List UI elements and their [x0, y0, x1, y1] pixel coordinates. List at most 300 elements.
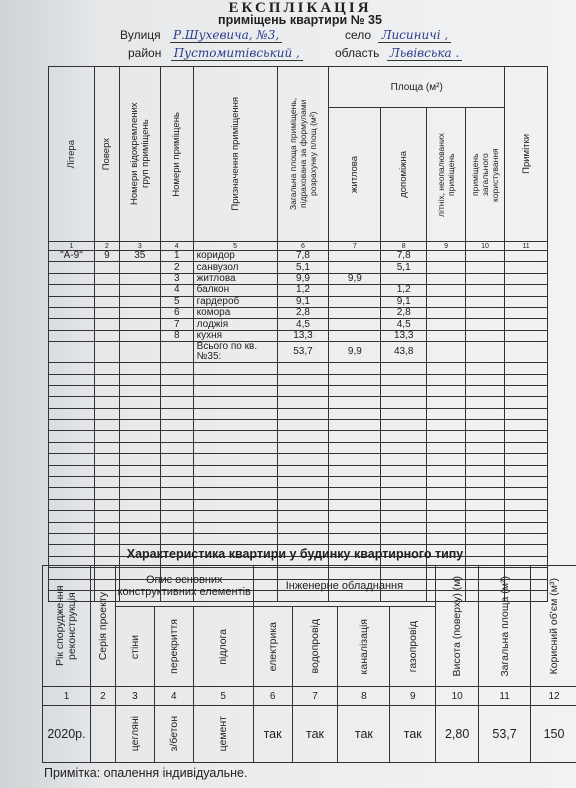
cell-empty	[427, 442, 466, 453]
cell-empty	[427, 262, 466, 273]
cell-group	[119, 285, 160, 296]
cell-empty	[466, 397, 505, 408]
cell-empty	[466, 522, 505, 533]
cell-empty	[466, 330, 505, 341]
header-volume: Корисний об'єм (м³)	[531, 566, 576, 687]
cell-empty	[49, 442, 95, 453]
rooms-table	[48, 66, 548, 602]
cell-group	[119, 296, 160, 307]
cell-group	[119, 319, 160, 330]
column-number: 12	[531, 687, 576, 706]
column-number: 6	[253, 687, 292, 706]
cell-empty	[505, 420, 548, 431]
column-number: 6	[277, 242, 329, 251]
cell-empty	[505, 273, 548, 284]
cell-empty	[505, 385, 548, 396]
cell-empty	[49, 499, 95, 510]
value-year: 2020р.	[43, 706, 91, 763]
cell-empty	[381, 465, 427, 476]
room-row	[49, 296, 548, 307]
column-number: 9	[390, 687, 436, 706]
cell-empty	[427, 385, 466, 396]
cell-empty	[505, 397, 548, 408]
cell-empty	[94, 420, 119, 431]
cell-purpose: комора	[193, 307, 277, 318]
cell-empty	[466, 385, 505, 396]
cell-empty	[329, 488, 381, 499]
cell-empty	[193, 363, 277, 374]
cell-empty	[466, 296, 505, 307]
cell-empty	[160, 397, 193, 408]
cell-empty	[427, 307, 466, 318]
cell-empty	[466, 262, 505, 273]
cell-empty	[427, 273, 466, 284]
cell-empty	[381, 408, 427, 419]
cell-purpose: кухня	[193, 330, 277, 341]
value-sewer: так	[338, 706, 390, 763]
header-purpose: Призначення приміщення	[193, 67, 277, 242]
cell-group	[119, 330, 160, 341]
column-number: 2	[94, 242, 119, 251]
cell-empty	[427, 488, 466, 499]
cell-no: 3	[160, 273, 193, 284]
room-row	[49, 251, 548, 262]
cell-no: 8	[160, 330, 193, 341]
cell-empty	[505, 307, 548, 318]
cell-empty	[49, 397, 95, 408]
cell-empty	[427, 363, 466, 374]
cell-empty	[160, 363, 193, 374]
cell-empty	[505, 454, 548, 465]
cell-empty	[505, 408, 548, 419]
room-row	[49, 262, 548, 273]
column-number: 9	[427, 242, 466, 251]
cell-empty	[160, 442, 193, 453]
cell-empty	[505, 374, 548, 385]
cell-empty	[277, 522, 329, 533]
header-group: Номери відокремлених груп приміщень	[119, 67, 160, 242]
cell-empty	[329, 397, 381, 408]
cell-purpose: житлова	[193, 273, 277, 284]
header-total-area: Загальна площа приміщень, підрахована за формулами розрахунку площ (м²)	[277, 67, 329, 242]
empty-row	[49, 454, 548, 465]
cell-no	[160, 342, 193, 363]
cell-empty	[381, 522, 427, 533]
cell-floor	[94, 273, 119, 284]
cell-empty	[427, 533, 466, 544]
cell-empty	[160, 522, 193, 533]
cell-empty	[466, 420, 505, 431]
cell-purpose: Всього по кв.№35:	[193, 342, 277, 363]
cell-empty	[94, 488, 119, 499]
cell-empty	[49, 454, 95, 465]
cell-empty	[193, 374, 277, 385]
cell-empty	[329, 363, 381, 374]
cell-empty	[119, 477, 160, 488]
empty-row	[49, 465, 548, 476]
cell-empty	[505, 363, 548, 374]
cell-empty	[94, 454, 119, 465]
cell-empty	[193, 385, 277, 396]
cell-aux: 4,5	[381, 319, 427, 330]
district-line	[128, 46, 303, 60]
column-number: 8	[338, 687, 390, 706]
cell-empty	[277, 442, 329, 453]
cell-empty	[466, 465, 505, 476]
cell-empty	[49, 465, 95, 476]
cell-living	[329, 285, 381, 296]
room-row	[49, 307, 548, 318]
cell-empty	[160, 420, 193, 431]
cell-empty	[160, 465, 193, 476]
cell-purpose: балкон	[193, 285, 277, 296]
cell-empty	[119, 363, 160, 374]
value-volume: 150	[531, 706, 576, 763]
cell-empty	[466, 431, 505, 442]
region-label: область	[335, 46, 380, 60]
column-number: 11	[505, 242, 548, 251]
cell-empty	[427, 397, 466, 408]
cell-empty	[49, 477, 95, 488]
cell-lit	[49, 330, 95, 341]
cell-empty	[427, 420, 466, 431]
empty-row	[49, 420, 548, 431]
cell-empty	[505, 465, 548, 476]
cell-empty	[505, 251, 548, 262]
cell-empty	[329, 499, 381, 510]
cell-empty	[277, 431, 329, 442]
cell-total: 53,7	[277, 342, 329, 363]
cell-empty	[193, 408, 277, 419]
cell-lit	[49, 342, 95, 363]
cell-empty	[505, 442, 548, 453]
column-number: 8	[381, 242, 427, 251]
cell-empty	[193, 511, 277, 522]
cell-empty	[466, 477, 505, 488]
cell-empty	[119, 431, 160, 442]
column-number: 7	[292, 687, 338, 706]
header-height: Висота (поверху) (м)	[436, 566, 479, 687]
cell-total: 13,3	[277, 330, 329, 341]
cell-empty	[466, 285, 505, 296]
cell-empty	[329, 420, 381, 431]
cell-empty	[427, 465, 466, 476]
cell-lit	[49, 285, 95, 296]
room-row	[49, 342, 548, 363]
cell-purpose: санвузол	[193, 262, 277, 273]
cell-aux	[381, 273, 427, 284]
header-room-no: Номери приміщень	[160, 67, 193, 242]
street-value: Р.Шухевича, №3,	[170, 28, 282, 43]
cell-empty	[193, 499, 277, 510]
cell-floor	[94, 307, 119, 318]
column-number: 5	[193, 687, 253, 706]
header-litera: Літера	[49, 67, 95, 242]
region-value: Львівська .	[387, 46, 463, 61]
header-notes: Примітки	[505, 67, 548, 242]
cell-empty	[505, 319, 548, 330]
header-sewer: каналізація	[338, 607, 390, 687]
cell-empty	[49, 522, 95, 533]
cell-empty	[427, 285, 466, 296]
cell-empty	[466, 251, 505, 262]
cell-empty	[381, 488, 427, 499]
cell-lit	[49, 296, 95, 307]
cell-group	[119, 262, 160, 273]
village-value: Лисиничі ,	[378, 28, 451, 43]
cell-aux: 43,8	[381, 342, 427, 363]
characteristics-table	[42, 565, 576, 763]
column-numbers-row-2	[43, 687, 576, 706]
cell-aux: 2,8	[381, 307, 427, 318]
cell-empty	[505, 511, 548, 522]
cell-empty	[466, 374, 505, 385]
value-area: 53,7	[479, 706, 531, 763]
empty-row	[49, 442, 548, 453]
cell-empty	[49, 420, 95, 431]
cell-empty	[329, 511, 381, 522]
cell-purpose: коридор	[193, 251, 277, 262]
cell-no: 6	[160, 307, 193, 318]
cell-empty	[193, 522, 277, 533]
cell-floor	[94, 296, 119, 307]
cell-empty	[329, 408, 381, 419]
cell-empty	[381, 374, 427, 385]
cell-empty	[329, 522, 381, 533]
cell-empty	[381, 420, 427, 431]
cell-empty	[505, 477, 548, 488]
header-slab: перекриття	[154, 607, 193, 687]
column-number: 10	[436, 687, 479, 706]
cell-empty	[427, 319, 466, 330]
cell-empty	[160, 385, 193, 396]
cell-empty	[505, 533, 548, 544]
cell-empty	[329, 465, 381, 476]
cell-empty	[277, 477, 329, 488]
cell-living: 9,9	[329, 342, 381, 363]
cell-empty	[193, 533, 277, 544]
cell-empty	[277, 488, 329, 499]
column-number: 5	[193, 242, 277, 251]
cell-empty	[466, 408, 505, 419]
cell-empty	[160, 454, 193, 465]
empty-row	[49, 385, 548, 396]
header-area-group: Площа (м²)	[329, 67, 505, 108]
cell-empty	[381, 431, 427, 442]
cell-empty	[277, 363, 329, 374]
cell-empty	[94, 431, 119, 442]
cell-empty	[49, 385, 95, 396]
district-label: район	[128, 46, 162, 60]
cell-empty	[94, 363, 119, 374]
value-water: так	[292, 706, 338, 763]
cell-empty	[119, 374, 160, 385]
cell-empty	[427, 330, 466, 341]
header-electric: електрика	[253, 607, 292, 687]
document-title: ЕКСПЛІКАЦІЯ	[228, 0, 372, 16]
header-floor: Поверх	[94, 67, 119, 242]
cell-floor: 9	[94, 251, 119, 262]
room-row	[49, 273, 548, 284]
cell-empty	[119, 522, 160, 533]
cell-empty	[160, 374, 193, 385]
header-area-total: Загальна площа (м²)	[479, 566, 531, 687]
cell-empty	[49, 431, 95, 442]
cell-empty	[119, 488, 160, 499]
header-series: Серія проекту	[90, 566, 115, 687]
header-living: житлова	[329, 108, 381, 242]
empty-row	[49, 397, 548, 408]
header-water: водопровід	[292, 607, 338, 687]
cell-empty	[160, 499, 193, 510]
cell-empty	[466, 342, 505, 363]
cell-floor	[94, 262, 119, 273]
cell-empty	[277, 454, 329, 465]
cell-empty	[119, 499, 160, 510]
cell-empty	[466, 511, 505, 522]
cell-empty	[381, 499, 427, 510]
header-flooring: підлога	[193, 607, 253, 687]
room-row	[49, 319, 548, 330]
header-structure: Опис основних конструктивних елементів	[115, 566, 253, 607]
cell-empty	[466, 533, 505, 544]
cell-empty	[94, 499, 119, 510]
cell-empty	[505, 488, 548, 499]
cell-no: 7	[160, 319, 193, 330]
cell-aux: 13,3	[381, 330, 427, 341]
cell-group	[119, 307, 160, 318]
cell-empty	[427, 522, 466, 533]
cell-empty	[505, 330, 548, 341]
cell-empty	[505, 285, 548, 296]
header-common: приміщень загального користування	[466, 108, 505, 242]
cell-empty	[119, 454, 160, 465]
cell-empty	[427, 431, 466, 442]
cell-empty	[160, 488, 193, 499]
cell-total: 5,1	[277, 262, 329, 273]
empty-row	[49, 533, 548, 544]
cell-empty	[94, 397, 119, 408]
cell-floor	[94, 285, 119, 296]
cell-empty	[49, 408, 95, 419]
cell-empty	[119, 385, 160, 396]
cell-empty	[160, 533, 193, 544]
cell-empty	[119, 397, 160, 408]
cell-empty	[427, 342, 466, 363]
cell-empty	[381, 442, 427, 453]
cell-empty	[49, 363, 95, 374]
cell-empty	[329, 477, 381, 488]
cell-empty	[94, 385, 119, 396]
header-walls: стіни	[115, 607, 154, 687]
cell-empty	[505, 296, 548, 307]
cell-empty	[381, 385, 427, 396]
cell-empty	[119, 511, 160, 522]
empty-row	[49, 522, 548, 533]
cell-aux: 9,1	[381, 296, 427, 307]
header-summer: літніх, неопалюваних приміщень	[427, 108, 466, 242]
cell-empty	[466, 488, 505, 499]
column-number: 4	[160, 242, 193, 251]
cell-empty	[427, 499, 466, 510]
column-number: 2	[90, 687, 115, 706]
street-line	[120, 28, 282, 42]
cell-empty	[160, 408, 193, 419]
cell-group: 35	[119, 251, 160, 262]
value-gas: так	[390, 706, 436, 763]
column-number: 10	[466, 242, 505, 251]
cell-total: 9,1	[277, 296, 329, 307]
cell-empty	[160, 477, 193, 488]
cell-floor	[94, 330, 119, 341]
cell-empty	[49, 533, 95, 544]
cell-empty	[466, 363, 505, 374]
cell-empty	[381, 477, 427, 488]
cell-empty	[119, 420, 160, 431]
cell-empty	[466, 499, 505, 510]
cell-aux: 1,2	[381, 285, 427, 296]
column-numbers-row	[49, 242, 548, 251]
cell-empty	[466, 307, 505, 318]
cell-empty	[193, 477, 277, 488]
cell-living	[329, 251, 381, 262]
value-height: 2,80	[436, 706, 479, 763]
room-row	[49, 330, 548, 341]
empty-row	[49, 408, 548, 419]
cell-lit: "А-9"	[49, 251, 95, 262]
column-number: 3	[115, 687, 154, 706]
cell-living	[329, 262, 381, 273]
cell-empty	[381, 454, 427, 465]
cell-living	[329, 330, 381, 341]
cell-living	[329, 307, 381, 318]
cell-total: 4,5	[277, 319, 329, 330]
cell-empty	[277, 397, 329, 408]
cell-empty	[119, 442, 160, 453]
cell-total: 2,8	[277, 307, 329, 318]
village-label: село	[345, 28, 372, 42]
empty-row	[49, 363, 548, 374]
cell-group	[119, 273, 160, 284]
cell-empty	[466, 273, 505, 284]
cell-empty	[381, 511, 427, 522]
header-year: Рік спорудження реконструкція	[43, 566, 91, 687]
empty-row	[49, 374, 548, 385]
cell-empty	[277, 420, 329, 431]
village-line	[345, 28, 451, 42]
cell-empty	[49, 488, 95, 499]
value-slab: з/бетон	[154, 706, 193, 763]
footnote: Примітка: опалення індивідуальне.	[44, 766, 248, 780]
room-row	[49, 285, 548, 296]
column-number: 3	[119, 242, 160, 251]
cell-empty	[381, 397, 427, 408]
value-series	[90, 706, 115, 763]
cell-purpose: гардероб	[193, 296, 277, 307]
header-auxiliary: допоміжна	[381, 108, 427, 242]
cell-empty	[193, 488, 277, 499]
cell-purpose: лоджія	[193, 319, 277, 330]
cell-aux: 7,8	[381, 251, 427, 262]
cell-empty	[119, 408, 160, 419]
cell-empty	[505, 342, 548, 363]
cell-no: 4	[160, 285, 193, 296]
cell-empty	[94, 522, 119, 533]
cell-empty	[329, 431, 381, 442]
cell-floor	[94, 342, 119, 363]
document-subtitle: приміщень квартири № 35	[218, 13, 382, 27]
empty-row	[49, 499, 548, 510]
